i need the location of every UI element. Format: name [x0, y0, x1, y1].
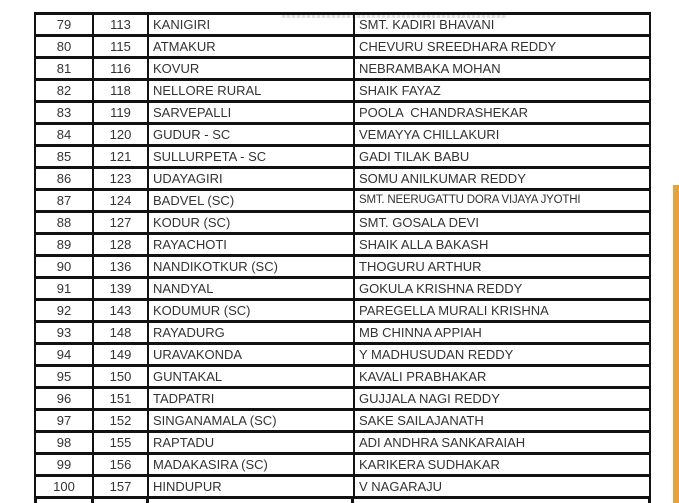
- constituency-name-cell: BADVEL (SC): [148, 190, 354, 212]
- table-row: [35, 432, 650, 454]
- candidate-name-cell: POOLA CHANDRASHEKAR: [354, 102, 650, 124]
- table-row: [35, 14, 650, 36]
- serial-number-cell: 79: [35, 14, 93, 36]
- table-row: [35, 146, 650, 168]
- table-row: [35, 388, 650, 410]
- constituency-name-cell: URAVAKONDA: [148, 344, 354, 366]
- serial-number-cell: 86: [35, 168, 93, 190]
- constituency-number-cell: 139: [93, 278, 148, 300]
- candidate-name-cell: Y MADHUSUDAN REDDY: [354, 344, 650, 366]
- constituency-name-cell: KOVUR: [148, 58, 354, 80]
- constituency-name-cell: GUNTAKAL: [148, 366, 354, 388]
- constituency-number-cell: 118: [93, 80, 148, 102]
- serial-number-cell: 97: [35, 410, 93, 432]
- constituency-number-cell: 113: [93, 14, 148, 36]
- table-border-stub: [351, 498, 354, 503]
- candidate-name-cell: CHEVURU SREEDHARA REDDY: [354, 36, 650, 58]
- serial-number-cell: 80: [35, 36, 93, 58]
- constituency-name-cell: UDAYAGIRI: [148, 168, 354, 190]
- constituency-name-cell: NANDIKOTKUR (SC): [148, 256, 354, 278]
- constituency-number-cell: 121: [93, 146, 148, 168]
- serial-number-cell: 84: [35, 124, 93, 146]
- constituency-number-cell: 150: [93, 366, 148, 388]
- serial-number-cell: 81: [35, 58, 93, 80]
- table-row: [35, 476, 650, 498]
- constituency-name-cell: SINGANAMALA (SC): [148, 410, 354, 432]
- constituency-name-cell: KODUMUR (SC): [148, 300, 354, 322]
- candidate-name-cell: GOKULA KRISHNA REDDY: [354, 278, 650, 300]
- candidate-name-cell: SAKE SAILAJANATH: [354, 410, 650, 432]
- table-row: [35, 366, 650, 388]
- candidate-name-cell: GUJJALA NAGI REDDY: [354, 388, 650, 410]
- candidate-name-cell: KAVALI PRABHAKAR: [354, 366, 650, 388]
- serial-number-cell: 83: [35, 102, 93, 124]
- serial-number-cell: 91: [35, 278, 93, 300]
- candidate-name-cell: KARIKERA SUDHAKAR: [354, 454, 650, 476]
- table-border-stub: [648, 498, 651, 503]
- constituency-number-cell: 157: [93, 476, 148, 498]
- constituency-name-cell: RAPTADU: [148, 432, 354, 454]
- serial-number-cell: 98: [35, 432, 93, 454]
- candidate-name-cell: VEMAYYA CHILLAKURI: [354, 124, 650, 146]
- constituency-name-cell: ATMAKUR: [148, 36, 354, 58]
- candidate-name-cell: THOGURU ARTHUR: [354, 256, 650, 278]
- serial-number-cell: 82: [35, 80, 93, 102]
- table-row: [35, 344, 650, 366]
- table-row: [35, 454, 650, 476]
- constituency-number-cell: 120: [93, 124, 148, 146]
- constituency-name-cell: RAYACHOTI: [148, 234, 354, 256]
- table-row: [35, 190, 650, 212]
- table-border-stub: [146, 498, 149, 503]
- table-row: [35, 278, 650, 300]
- serial-number-cell: 95: [35, 366, 93, 388]
- candidate-name-cell: SHAIK FAYAZ: [354, 80, 650, 102]
- constituency-number-cell: 136: [93, 256, 148, 278]
- constituency-number-cell: 156: [93, 454, 148, 476]
- serial-number-cell: 85: [35, 146, 93, 168]
- candidate-name-cell: SHAIK ALLA BAKASH: [354, 234, 650, 256]
- constituency-name-cell: NANDYAL: [148, 278, 354, 300]
- candidate-name-cell: SMT. NEERUGATTU DORA VIJAYA JYOTHI: [354, 190, 650, 212]
- candidate-name-cell: PAREGELLA MURALI KRISHNA: [354, 300, 650, 322]
- constituency-name-cell: MADAKASIRA (SC): [148, 454, 354, 476]
- constituency-number-cell: 149: [93, 344, 148, 366]
- constituency-number-cell: 148: [93, 322, 148, 344]
- constituency-number-cell: 127: [93, 212, 148, 234]
- candidate-name-cell: V NAGARAJU: [354, 476, 650, 498]
- table-border-stub: [34, 498, 37, 503]
- serial-number-cell: 93: [35, 322, 93, 344]
- serial-number-cell: 87: [35, 190, 93, 212]
- constituency-number-cell: 124: [93, 190, 148, 212]
- table-row: [35, 80, 650, 102]
- serial-number-cell: 88: [35, 212, 93, 234]
- constituency-number-cell: 128: [93, 234, 148, 256]
- serial-number-cell: 94: [35, 344, 93, 366]
- table-row: [35, 102, 650, 124]
- table-row: [35, 124, 650, 146]
- table-row: [35, 58, 650, 80]
- serial-number-cell: 96: [35, 388, 93, 410]
- constituency-name-cell: NELLORE RURAL: [148, 80, 354, 102]
- serial-number-cell: 92: [35, 300, 93, 322]
- serial-number-cell: 100: [35, 476, 93, 498]
- candidate-name-cell: ADI ANDHRA SANKARAIAH: [354, 432, 650, 454]
- table-row: [35, 410, 650, 432]
- constituency-name-cell: GUDUR - SC: [148, 124, 354, 146]
- serial-number-cell: 90: [35, 256, 93, 278]
- serial-number-cell: 89: [35, 234, 93, 256]
- constituency-name-cell: KANIGIRI: [148, 14, 354, 36]
- candidate-name-cell: SMT. KADIRI BHAVANI: [354, 14, 650, 36]
- serial-number-cell: 99: [35, 454, 93, 476]
- table-row: [35, 168, 650, 190]
- constituency-name-cell: HINDUPUR: [148, 476, 354, 498]
- table-row: [35, 322, 650, 344]
- table-row: [35, 256, 650, 278]
- candidate-name-cell: SOMU ANILKUMAR REDDY: [354, 168, 650, 190]
- constituency-number-cell: 151: [93, 388, 148, 410]
- constituency-number-cell: 152: [93, 410, 148, 432]
- table-row: [35, 212, 650, 234]
- constituency-name-cell: KODUR (SC): [148, 212, 354, 234]
- table-row: [35, 36, 650, 58]
- candidate-name-cell: NEBRAMBAKA MOHAN: [354, 58, 650, 80]
- constituency-name-cell: RAYADURG: [148, 322, 354, 344]
- constituency-name-cell: SARVEPALLI: [148, 102, 354, 124]
- candidate-name-cell: SMT. GOSALA DEVI: [354, 212, 650, 234]
- scrollbar-indicator[interactable]: [673, 185, 679, 503]
- candidate-name-cell: MB CHINNA APPIAH: [354, 322, 650, 344]
- constituency-number-cell: 115: [93, 36, 148, 58]
- table-row: [35, 234, 650, 256]
- table-row: [35, 300, 650, 322]
- constituency-number-cell: 116: [93, 58, 148, 80]
- constituency-number-cell: 123: [93, 168, 148, 190]
- table-border-stub: [91, 498, 94, 503]
- candidate-name-cell: GADI TILAK BABU: [354, 146, 650, 168]
- candidate-roster-table: [34, 12, 651, 499]
- constituency-name-cell: SULLURPETA - SC: [148, 146, 354, 168]
- constituency-number-cell: 155: [93, 432, 148, 454]
- constituency-number-cell: 143: [93, 300, 148, 322]
- constituency-name-cell: TADPATRI: [148, 388, 354, 410]
- constituency-number-cell: 119: [93, 102, 148, 124]
